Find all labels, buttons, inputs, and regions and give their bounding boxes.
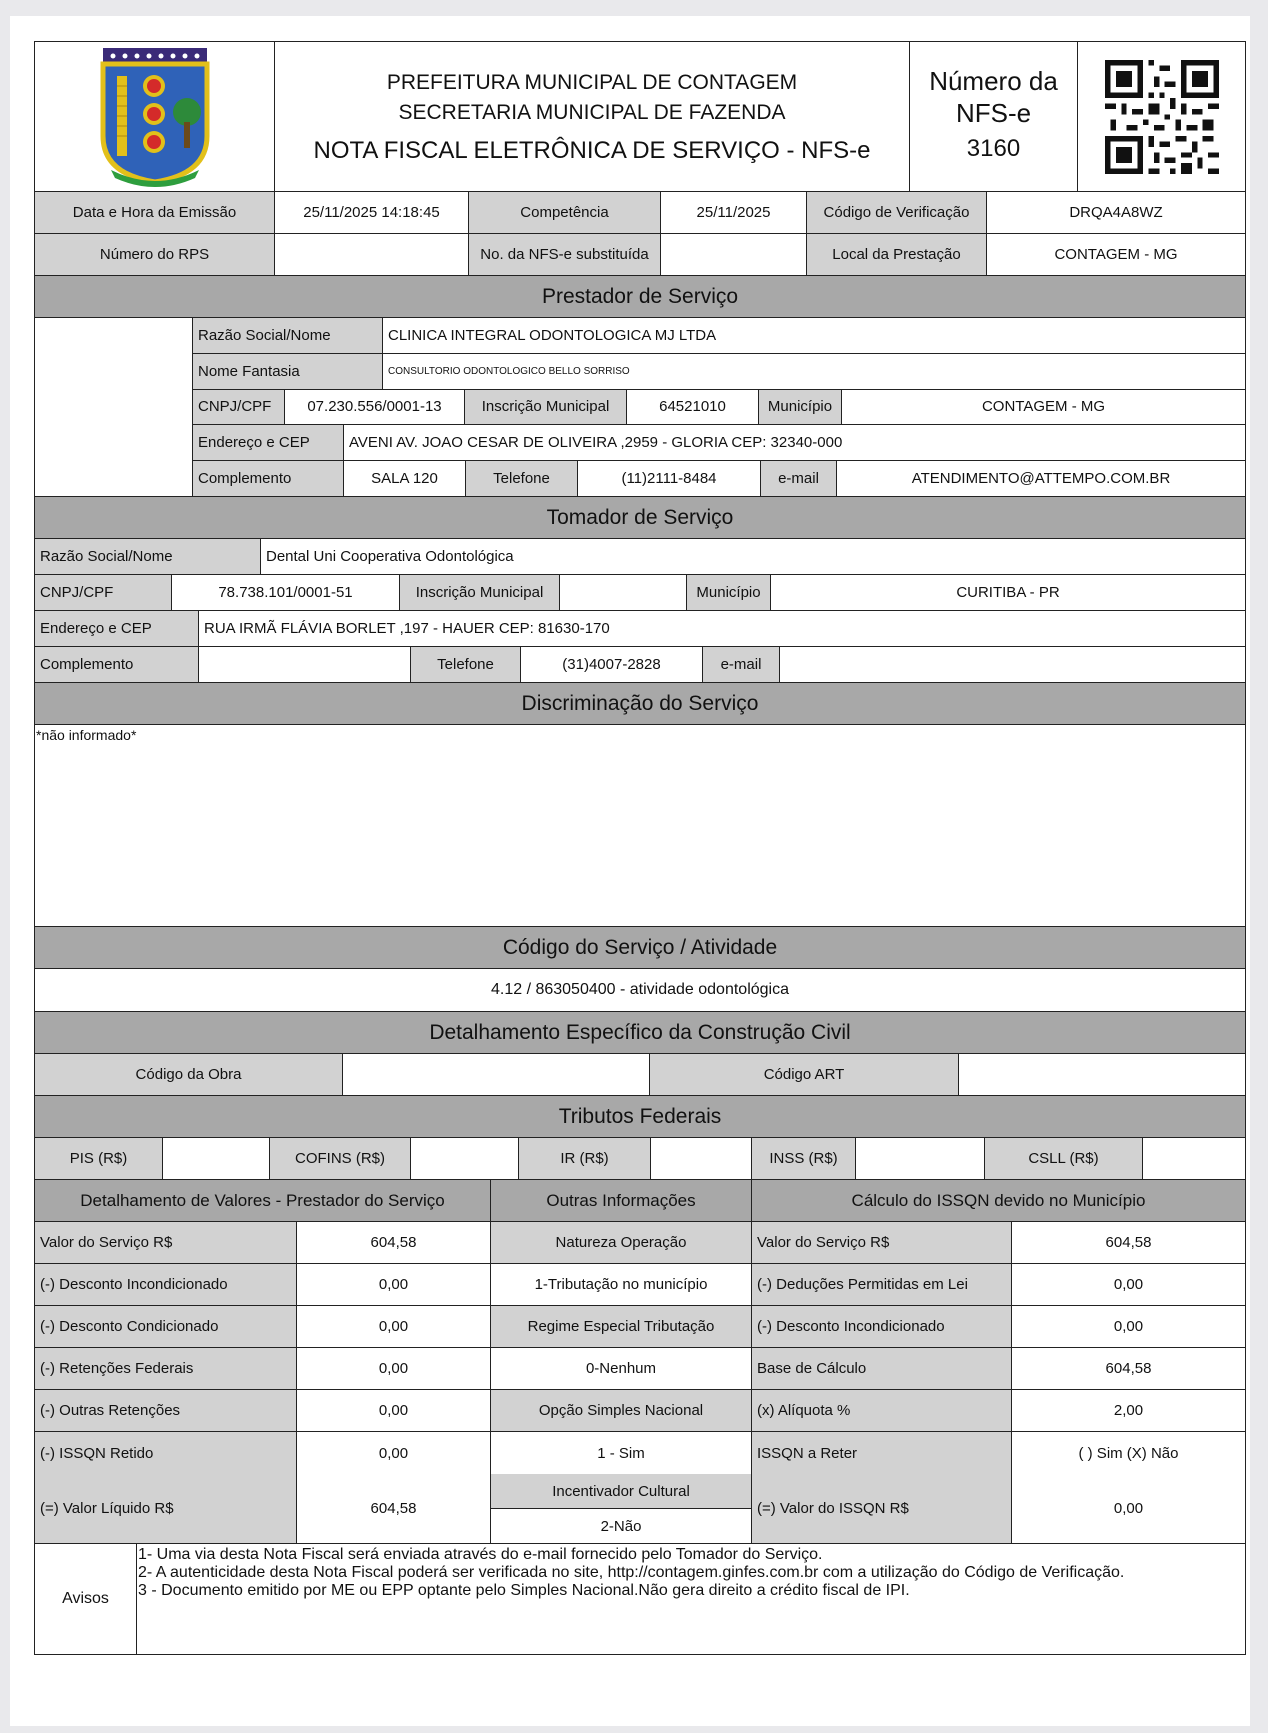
csll-value	[1143, 1138, 1245, 1179]
issqn-calculo-label: (x) Alíquota %	[752, 1390, 1012, 1431]
codigo-obra-label: Código da Obra	[35, 1054, 343, 1095]
page	[10, 16, 1250, 1726]
tomador-complemento-row	[35, 647, 1245, 683]
cofins-label: COFINS (R$)	[270, 1138, 411, 1179]
valores-row	[35, 1432, 1245, 1474]
issqn-calculo-value: 0,00	[1113, 1276, 1144, 1293]
avisos-label: Avisos	[35, 1544, 137, 1654]
valores-prestador-value: 0,00	[297, 1306, 491, 1347]
valores-prestador-label: (-) Desconto Incondicionado	[35, 1264, 297, 1305]
nfse-number-box	[910, 42, 1078, 191]
competencia-label: Competência	[469, 192, 661, 233]
codigo-art-value	[959, 1054, 1245, 1095]
prestador-complemento-value: SALA 120	[344, 461, 466, 496]
valores-row	[35, 1390, 1245, 1432]
prestador-fantasia-label: Nome Fantasia	[193, 354, 383, 389]
prestador-endereco-value: AVENI AV. JOAO CESAR DE OLIVEIRA ,2959 - GLORIA CEP: 32340-000	[349, 434, 843, 452]
prestador-im-label: Inscrição Municipal	[465, 390, 627, 425]
rps-number-value	[275, 234, 469, 275]
valores-prestador-value: 0,00	[297, 1390, 491, 1431]
prestador-complemento-row	[193, 461, 1245, 496]
codigo-art-label: Código ART	[650, 1054, 959, 1095]
outras-informacoes-cell: Regime Especial Tributação	[491, 1306, 752, 1347]
prestador-cnpj-row	[193, 390, 1245, 426]
discriminacao-body	[35, 725, 1245, 927]
valores-prestador-label: (-) Outras Retenções	[35, 1390, 297, 1431]
tributos-title: Tributos Federais	[35, 1096, 1245, 1137]
issqn-calculo-label: Valor do Serviço R$	[752, 1222, 1012, 1263]
issqn-calculo-label: ISSQN a Reter	[752, 1432, 1012, 1474]
issqn-calculo-label: (-) Desconto Incondicionado	[752, 1306, 1012, 1347]
issqn-calculo-value: 604,58	[1105, 1234, 1152, 1251]
rps-row	[35, 234, 1245, 276]
pis-label: PIS (R$)	[35, 1138, 163, 1179]
verification-code-label: Código de Verificação	[807, 192, 987, 233]
header-titles	[275, 42, 910, 191]
issqn-calculo-value: 0,00	[1113, 1318, 1144, 1335]
codigo-servico-section-header	[35, 927, 1245, 969]
codigo-obra-value	[343, 1054, 650, 1095]
prestador-im-value: 64521010	[627, 390, 759, 425]
valores-prestador-label: (-) ISSQN Retido	[35, 1432, 297, 1474]
valor-issqn-label: (=) Valor do ISSQN R$	[752, 1474, 1012, 1543]
aviso-3: 3 - Documento emitido por ME ou EPP optante pelo Simples Nacional.Não gera direito a crédito fiscal de IPI.	[138, 1582, 910, 1599]
valores-prestador-header: Detalhamento de Valores - Prestador do Serviço	[35, 1180, 491, 1221]
valores-prestador-value: 0,00	[297, 1432, 491, 1474]
valores-rows	[35, 1222, 1245, 1474]
tomador-email-value	[780, 647, 1245, 682]
outras-informacoes-cell: 0-Nenhum	[491, 1348, 752, 1389]
valores-prestador-value: 0,00	[297, 1348, 491, 1389]
tomador-section-header	[35, 497, 1245, 539]
prestador-complemento-label: Complemento	[193, 461, 344, 496]
issqn-calculo-value: 2,00	[1113, 1402, 1144, 1419]
prestador-logo-placeholder	[35, 318, 193, 496]
codigo-servico-row	[35, 969, 1245, 1012]
nfse-document	[34, 41, 1246, 1655]
prestador-razao-value: CLINICA INTEGRAL ODONTOLOGICA MJ LTDA	[388, 326, 717, 344]
valores-row	[35, 1222, 1245, 1264]
qr-code[interactable]	[1078, 42, 1245, 191]
verification-code-value: DRQA4A8WZ	[1069, 204, 1163, 221]
prestador-fantasia-value: CONSULTORIO ODONTOLOGICO BELLO SORRISO	[388, 365, 630, 377]
valores-prestador-value: 604,58	[297, 1222, 491, 1263]
prestador-municipio-value: CONTAGEM - MG	[981, 398, 1106, 416]
prestador-title: Prestador de Serviço	[35, 276, 1245, 317]
substituted-nfse-label: No. da NFS-e substituída	[469, 234, 661, 275]
outras-informacoes-header: Outras Informações	[491, 1180, 752, 1221]
competencia-value: 25/11/2025	[661, 192, 807, 233]
emission-date-value: 25/11/2025 14:18:45	[275, 192, 469, 233]
valores-row	[35, 1264, 1245, 1306]
tomador-complemento-label: Complemento	[35, 647, 199, 682]
tomador-telefone-label: Telefone	[411, 647, 521, 682]
service-location-label: Local da Prestação	[807, 234, 987, 275]
rps-number-label: Número do RPS	[35, 234, 275, 275]
tomador-razao-row	[35, 539, 1245, 575]
prestador-email-label: e-mail	[761, 461, 837, 496]
prestador-fantasia-row	[193, 354, 1245, 390]
tomador-municipio-value: CURITIBA - PR	[956, 584, 1060, 601]
tributos-row	[35, 1138, 1245, 1180]
nfse-number-label-1: Número da	[929, 65, 1058, 96]
codigo-servico-value: 4.12 / 863050400 - atividade odontológica	[490, 981, 789, 998]
emission-date-label: Data e Hora da Emissão	[35, 192, 275, 233]
prefeitura-title: PREFEITURA MUNICIPAL DE CONTAGEM	[386, 70, 798, 94]
inss-label: INSS (R$)	[752, 1138, 856, 1179]
tomador-email-label: e-mail	[703, 647, 780, 682]
incentivador-cultural-value: 2-Não	[600, 1517, 642, 1535]
valores-prestador-value: 0,00	[297, 1264, 491, 1305]
tomador-endereco-row	[35, 611, 1245, 647]
csll-label: CSLL (R$)	[985, 1138, 1143, 1179]
prestador-municipio-label: Município	[759, 390, 842, 425]
substituted-nfse-value	[661, 234, 807, 275]
outras-informacoes-cell: 1 - Sim	[491, 1432, 752, 1474]
issqn-calculo-value: ( ) Sim (X) Não	[1078, 1444, 1179, 1462]
prestador-razao-row	[193, 318, 1245, 354]
tomador-municipio-label: Município	[687, 575, 771, 610]
tomador-im-label: Inscrição Municipal	[400, 575, 560, 610]
prestador-endereco-row	[193, 425, 1245, 461]
prestador-razao-label: Razão Social/Nome	[193, 318, 383, 353]
tomador-complemento-value	[199, 647, 411, 682]
construcao-row	[35, 1054, 1245, 1096]
valores-prestador-label: (-) Retenções Federais	[35, 1348, 297, 1389]
outras-informacoes-cell: Natureza Operação	[491, 1222, 752, 1263]
prestador-fields	[193, 318, 1245, 496]
valor-liquido-row	[35, 1474, 1245, 1544]
tomador-cnpj-row	[35, 575, 1245, 611]
city-coat-of-arms-logo	[35, 42, 275, 191]
tomador-cnpj-value: 78.738.101/0001-51	[172, 575, 400, 610]
tomador-razao-label: Razão Social/Nome	[35, 539, 261, 574]
valor-liquido-label: (=) Valor Líquido R$	[35, 1474, 297, 1543]
construcao-section-header	[35, 1012, 1245, 1054]
tomador-razao-value: Dental Uni Cooperativa Odontológica	[266, 548, 514, 565]
tomador-im-value	[560, 575, 687, 610]
emission-row	[35, 192, 1245, 234]
prestador-email-value: ATENDIMENTO@ATTEMPO.COM.BR	[911, 470, 1171, 488]
inss-value	[856, 1138, 985, 1179]
valores-prestador-label: (-) Desconto Condicionado	[35, 1306, 297, 1347]
issqn-calculo-label: Base de Cálculo	[752, 1348, 1012, 1389]
prestador-section-header	[35, 276, 1245, 318]
valor-issqn-value: 0,00	[1113, 1500, 1144, 1517]
outras-informacoes-cell: 1-Tributação no município	[491, 1264, 752, 1305]
valores-header-row	[35, 1180, 1245, 1222]
ir-label: IR (R$)	[519, 1138, 651, 1179]
avisos-row	[35, 1544, 1245, 1654]
valor-liquido-value: 604,58	[297, 1474, 491, 1543]
secretaria-title: SECRETARIA MUNICIPAL DE FAZENDA	[398, 100, 786, 124]
aviso-1: 1- Uma via desta Nota Fiscal será enviada através do e-mail fornecido pelo Tomador do Serviço.	[138, 1546, 823, 1563]
prestador-telefone-label: Telefone	[466, 461, 578, 496]
pis-value	[163, 1138, 270, 1179]
valores-prestador-label: Valor do Serviço R$	[35, 1222, 297, 1263]
tomador-endereco-value: RUA IRMÃ FLÁVIA BORLET ,197 - HAUER CEP: 81630-170	[204, 620, 610, 637]
ir-value	[651, 1138, 752, 1179]
outras-informacoes-cell: Opção Simples Nacional	[491, 1390, 752, 1431]
prestador-block	[35, 318, 1245, 497]
valores-row	[35, 1306, 1245, 1348]
discriminacao-title: Discriminação do Serviço	[35, 683, 1245, 724]
issqn-calculo-value: 604,58	[1105, 1360, 1152, 1377]
construcao-title: Detalhamento Específico da Construção Civil	[35, 1012, 1245, 1053]
discriminacao-section-header	[35, 683, 1245, 725]
tomador-title: Tomador de Serviço	[35, 497, 1245, 538]
codigo-servico-title: Código do Serviço / Atividade	[35, 927, 1245, 968]
tomador-endereco-label: Endereço e CEP	[35, 611, 199, 646]
issqn-calculo-label: (-) Deduções Permitidas em Lei	[752, 1264, 1012, 1305]
tomador-cnpj-label: CNPJ/CPF	[35, 575, 172, 610]
document-title: NOTA FISCAL ELETRÔNICA DE SERVIÇO - NFS-e	[313, 136, 871, 164]
incentivador-cultural-label: Incentivador Cultural	[491, 1474, 751, 1509]
tomador-telefone-value: (31)4007-2828	[521, 647, 703, 682]
prestador-endereco-label: Endereço e CEP	[193, 425, 344, 460]
prestador-telefone-value: (11)2111-8484	[578, 461, 761, 496]
avisos-text	[137, 1544, 1245, 1654]
nfse-number-label-2: NFS-e	[955, 97, 1032, 128]
service-location-value: CONTAGEM - MG	[1054, 246, 1178, 263]
valores-row	[35, 1348, 1245, 1390]
tributos-section-header	[35, 1096, 1245, 1138]
aviso-2: 2- A autenticidade desta Nota Fiscal poderá ser verificada no site, http://contagem.ginfes.com.br com a utilização do Código de Verificação.	[138, 1564, 1125, 1581]
prestador-cnpj-value: 07.230.556/0001-13	[285, 390, 465, 425]
header-row	[35, 42, 1245, 192]
cofins-value	[411, 1138, 519, 1179]
prestador-cnpj-label: CNPJ/CPF	[193, 390, 285, 425]
nfse-number: 3160	[966, 134, 1021, 162]
incentivador-cultural-block	[491, 1474, 752, 1543]
discriminacao-text: *não informado*	[36, 727, 137, 743]
issqn-calculo-header: Cálculo do ISSQN devido no Município	[752, 1180, 1245, 1221]
